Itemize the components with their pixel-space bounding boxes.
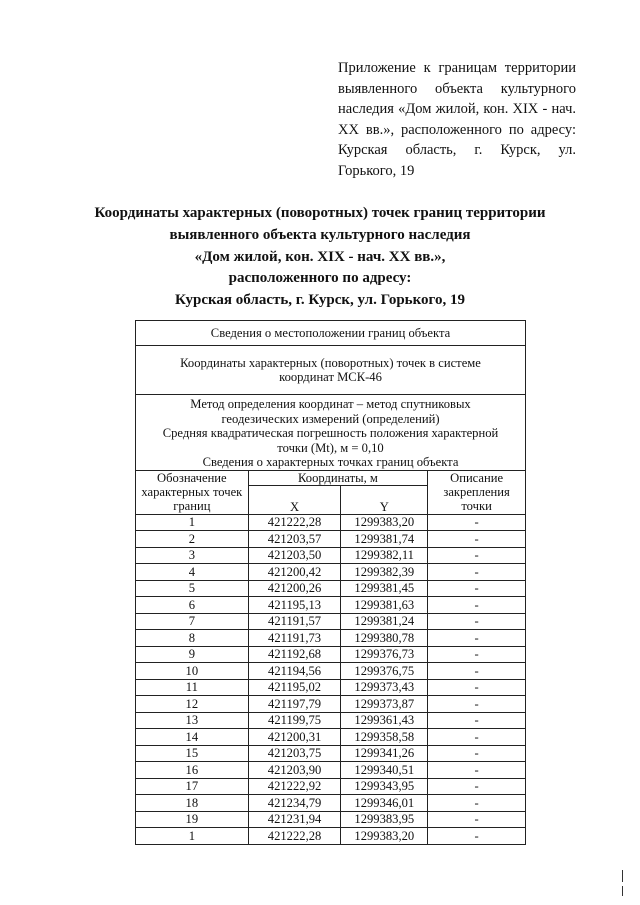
description: - bbox=[428, 795, 526, 812]
x-value: 421222,28 bbox=[248, 514, 341, 531]
description: - bbox=[428, 778, 526, 795]
section-coordinate-system: Координаты характерных (поворотных) точек в системе координат МСК-46 bbox=[136, 346, 526, 395]
description: - bbox=[428, 580, 526, 597]
table-row bbox=[136, 828, 526, 845]
y-value: 1299340,51 bbox=[341, 762, 428, 779]
table-row bbox=[136, 663, 526, 680]
y-value: 1299358,58 bbox=[341, 729, 428, 746]
header-point: Обозначение характерных точек границ bbox=[136, 470, 249, 514]
point-id: 12 bbox=[136, 696, 249, 713]
table-row bbox=[136, 696, 526, 713]
point-id: 4 bbox=[136, 564, 249, 581]
point-id: 8 bbox=[136, 630, 249, 647]
title-line: Курская область, г. Курск, ул. Горького, 19 bbox=[175, 292, 465, 309]
description: - bbox=[428, 564, 526, 581]
y-value: 1299380,78 bbox=[341, 630, 428, 647]
scan-mark bbox=[622, 886, 623, 896]
point-id: 5 bbox=[136, 580, 249, 597]
x-value: 421203,50 bbox=[248, 547, 341, 564]
point-id: 3 bbox=[136, 547, 249, 564]
description: - bbox=[428, 712, 526, 729]
point-id: 19 bbox=[136, 811, 249, 828]
description: - bbox=[428, 630, 526, 647]
header-x: X bbox=[248, 485, 341, 514]
description: - bbox=[428, 762, 526, 779]
y-value: 1299382,11 bbox=[341, 547, 428, 564]
point-id: 10 bbox=[136, 663, 249, 680]
table-row bbox=[136, 514, 526, 531]
table-row bbox=[136, 778, 526, 795]
point-id: 7 bbox=[136, 613, 249, 630]
method-text: Метод определения координат – метод спутниковых геодезических измерений (определений) bbox=[190, 397, 471, 426]
point-id: 18 bbox=[136, 795, 249, 812]
document-title bbox=[60, 203, 580, 312]
description: - bbox=[428, 514, 526, 531]
point-id: 13 bbox=[136, 712, 249, 729]
x-value: 421200,26 bbox=[248, 580, 341, 597]
y-value: 1299346,01 bbox=[341, 795, 428, 812]
title-line: расположенного по адресу: bbox=[228, 270, 412, 287]
point-id: 1 bbox=[136, 514, 249, 531]
point-id: 17 bbox=[136, 778, 249, 795]
table-row bbox=[136, 531, 526, 548]
description: - bbox=[428, 663, 526, 680]
y-value: 1299382,39 bbox=[341, 564, 428, 581]
title-line: Координаты характерных (поворотных) точек границ территории bbox=[94, 205, 546, 221]
table-row bbox=[136, 745, 526, 762]
x-value: 421203,75 bbox=[248, 745, 341, 762]
y-value: 1299381,63 bbox=[341, 597, 428, 614]
section-points: Сведения о характерных точках границ объекта bbox=[202, 455, 459, 469]
description: - bbox=[428, 597, 526, 614]
y-value: 1299361,43 bbox=[341, 712, 428, 729]
x-value: 421194,56 bbox=[248, 663, 341, 680]
x-value: 421203,90 bbox=[248, 762, 341, 779]
section-location: Сведения о местоположении границ объекта bbox=[136, 321, 526, 346]
x-value: 421195,13 bbox=[248, 597, 341, 614]
table-row bbox=[136, 613, 526, 630]
point-id: 9 bbox=[136, 646, 249, 663]
y-value: 1299376,75 bbox=[341, 663, 428, 680]
description: - bbox=[428, 729, 526, 746]
x-value: 421191,57 bbox=[248, 613, 341, 630]
description: - bbox=[428, 696, 526, 713]
description: - bbox=[428, 828, 526, 845]
x-value: 421191,73 bbox=[248, 630, 341, 647]
table-row bbox=[136, 729, 526, 746]
table-row bbox=[136, 795, 526, 812]
point-id: 14 bbox=[136, 729, 249, 746]
table-row bbox=[136, 630, 526, 647]
y-value: 1299383,20 bbox=[341, 828, 428, 845]
y-value: 1299381,45 bbox=[341, 580, 428, 597]
point-id: 11 bbox=[136, 679, 249, 696]
x-value: 421192,68 bbox=[248, 646, 341, 663]
table-row bbox=[136, 547, 526, 564]
accuracy-text: Средняя квадратическая погрешность положения характерной точки (Mt), м = 0,10 bbox=[162, 426, 499, 455]
x-value: 421200,42 bbox=[248, 564, 341, 581]
y-value: 1299383,95 bbox=[341, 811, 428, 828]
title-line: «Дом жилой, кон. XIX - нач. XX вв.», bbox=[194, 248, 446, 265]
x-value: 421222,92 bbox=[248, 778, 341, 795]
description: - bbox=[428, 811, 526, 828]
x-value: 421195,02 bbox=[248, 679, 341, 696]
y-value: 1299381,74 bbox=[341, 531, 428, 548]
table-row bbox=[136, 564, 526, 581]
x-value: 421199,75 bbox=[248, 712, 341, 729]
description: - bbox=[428, 679, 526, 696]
coordinates-table bbox=[135, 320, 526, 845]
table-row bbox=[136, 712, 526, 729]
header-y: Y bbox=[341, 485, 428, 514]
point-id: 6 bbox=[136, 597, 249, 614]
table-row bbox=[136, 762, 526, 779]
header-coordinates: Координаты, м bbox=[248, 470, 428, 485]
point-id: 2 bbox=[136, 531, 249, 548]
table-row bbox=[136, 580, 526, 597]
x-value: 421197,79 bbox=[248, 696, 341, 713]
appendix-note: Приложение к границам территории выявленного объекта культурного наследия «Дом жилой, кон. XIX - нач. XX вв.», расположенного по адресу: Курская область, г. Курск, ул. Горького, 19 bbox=[338, 60, 576, 179]
table-row bbox=[136, 679, 526, 696]
title-line: выявленного объекта культурного наследия bbox=[169, 226, 471, 243]
y-value: 1299343,95 bbox=[341, 778, 428, 795]
description: - bbox=[428, 745, 526, 762]
y-value: 1299376,73 bbox=[341, 646, 428, 663]
x-value: 421222,28 bbox=[248, 828, 341, 845]
y-value: 1299383,20 bbox=[341, 514, 428, 531]
point-id: 15 bbox=[136, 745, 249, 762]
x-value: 421203,57 bbox=[248, 531, 341, 548]
y-value: 1299373,43 bbox=[341, 679, 428, 696]
x-value: 421234,79 bbox=[248, 795, 341, 812]
y-value: 1299373,87 bbox=[341, 696, 428, 713]
x-value: 421200,31 bbox=[248, 729, 341, 746]
table-row bbox=[136, 646, 526, 663]
description: - bbox=[428, 547, 526, 564]
description: - bbox=[428, 613, 526, 630]
description: - bbox=[428, 531, 526, 548]
description: - bbox=[428, 646, 526, 663]
x-value: 421231,94 bbox=[248, 811, 341, 828]
scan-mark bbox=[622, 870, 623, 882]
header-description: Описание закрепления точки bbox=[428, 470, 526, 514]
table-row bbox=[136, 811, 526, 828]
table-row bbox=[136, 597, 526, 614]
point-id: 1 bbox=[136, 828, 249, 845]
y-value: 1299341,26 bbox=[341, 745, 428, 762]
y-value: 1299381,24 bbox=[341, 613, 428, 630]
point-id: 16 bbox=[136, 762, 249, 779]
